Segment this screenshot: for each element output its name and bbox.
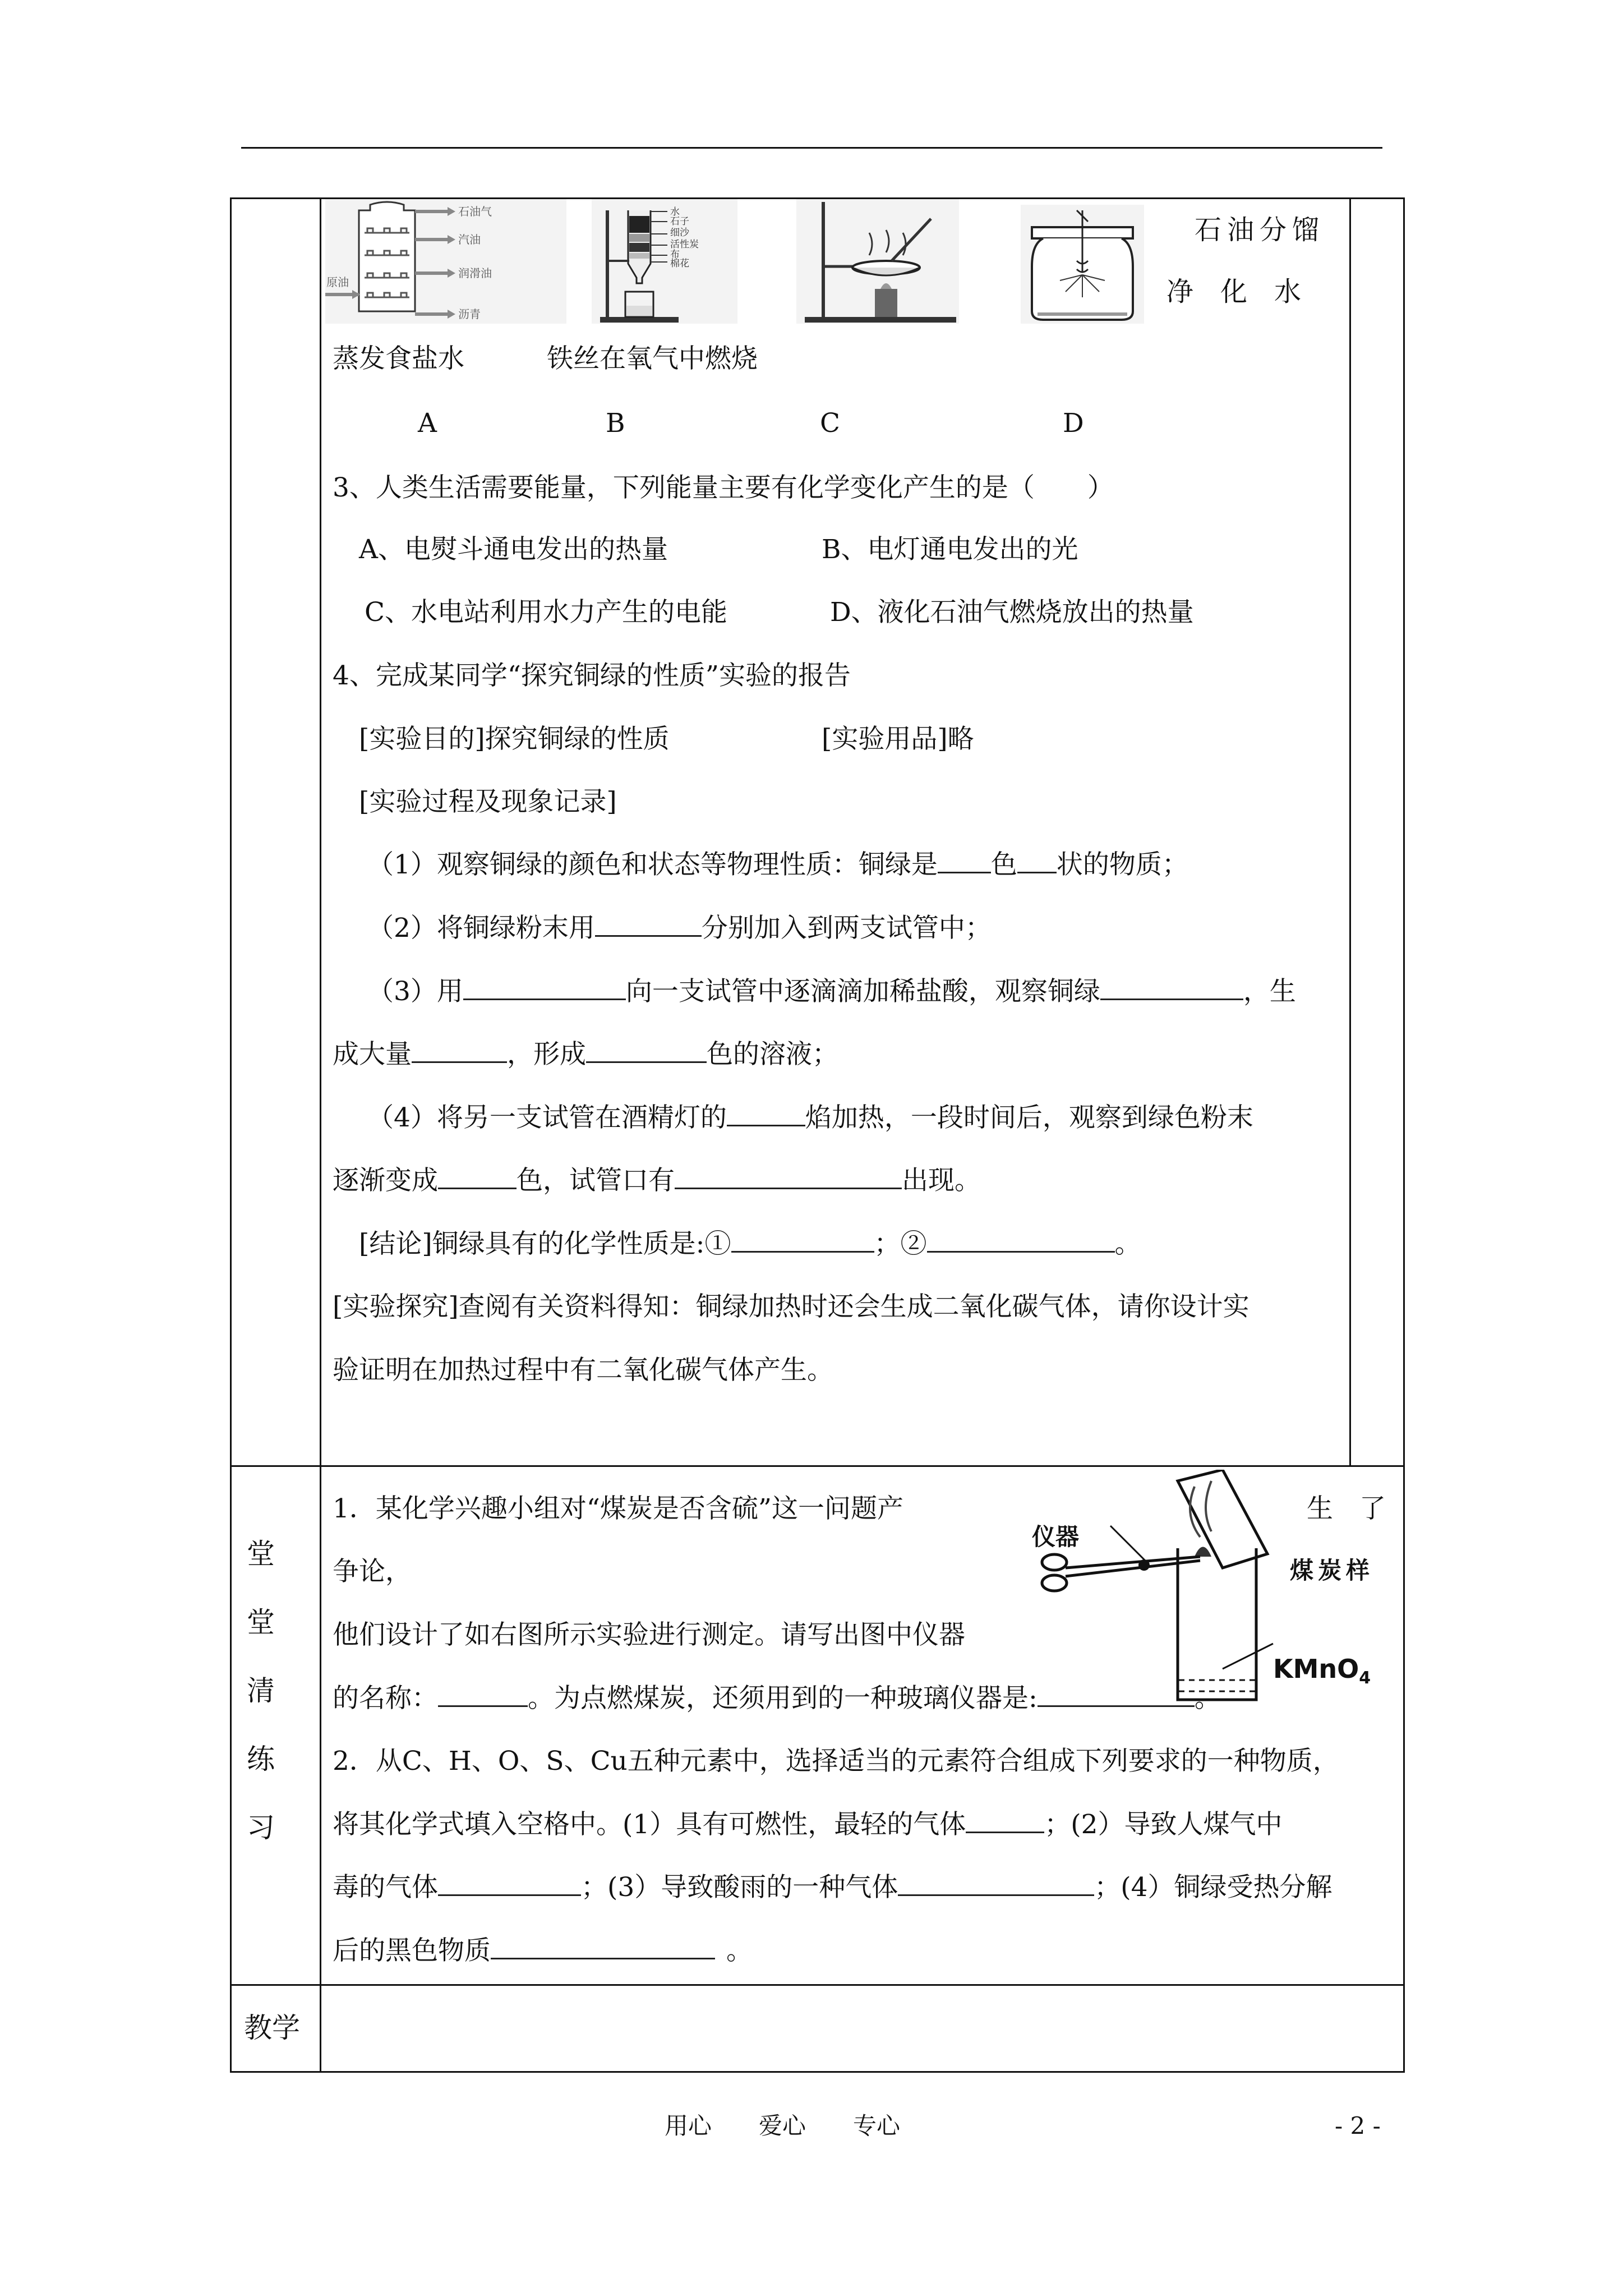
q4-step4-line1: （4）将另一支试管在酒精灯的 焰加热，一段时间后，观察到绿色粉末 [367, 1102, 1253, 1133]
q4-step2: （2）将铜绿粉末用 分别加入到两支试管中； [367, 913, 992, 944]
blank-poison-gas[interactable] [438, 1872, 581, 1896]
practice-1-line1: 1．某化学兴趣小组对“煤炭是否含硫”这一问题产 [333, 1493, 903, 1524]
practice-2-line1: 2．从C、H、O、S、Cu五种元素中，选择适当的元素符合组成下列要求的一种物质， [333, 1746, 1339, 1777]
label-evaporate-salt-water: 蒸发食盐水 [333, 343, 464, 374]
blank-conclusion-2[interactable] [927, 1228, 1115, 1253]
distillation-column-figure [325, 199, 566, 324]
q4-step4-line2: 逐渐变成 色，试管口有 出现。 [333, 1165, 981, 1196]
practice-1-line2: 争论， [333, 1556, 412, 1587]
svg-text:汽油: 汽油 [458, 233, 481, 246]
fig-label-coal-sample: 煤炭样 [1290, 1557, 1375, 1584]
q4-purpose: [实验目的]探究铜绿的性质 [359, 724, 670, 754]
iron-burning-figure [1021, 205, 1144, 324]
teaching-label: 教学 [244, 2012, 300, 2044]
practice-2-line4: 后的黑色物质 。 [333, 1935, 753, 1966]
side-label-char-4: 练 [247, 1743, 275, 1775]
blank-observation[interactable] [1100, 976, 1243, 1000]
q4-step1: （1）观察铜绿的颜色和状态等物理性质：铜绿是 色 状的物质； [367, 849, 1188, 880]
practice-1-line1-end: 生 了 [1307, 1493, 1386, 1524]
blank-lightest-gas[interactable] [966, 1809, 1044, 1833]
practice-2-line3: 毒的气体 ；(3）导致酸雨的一种气体 ；(4）铜绿受热分解 [333, 1872, 1332, 1903]
letter-d: D [1063, 408, 1084, 439]
letter-a: A [418, 408, 437, 439]
fig-label-instrument: 仪器 [1032, 1523, 1080, 1550]
practice-1-line3: 他们设计了如右图所示实验进行测定。请写出图中仪器 [333, 1619, 965, 1650]
blank-tool[interactable] [595, 913, 702, 937]
blank-flame[interactable] [727, 1102, 805, 1126]
q3-option-a: A、电熨斗通电发出的热量 [359, 534, 668, 565]
water-filter-figure [592, 199, 737, 324]
blank-final-color[interactable] [438, 1165, 517, 1189]
svg-text:水: 水 [670, 206, 680, 218]
coal-sulfur-experiment-figure [1032, 1470, 1301, 1711]
q4-explore-line2: 验证明在加热过程中有二氧化碳气体产生。 [333, 1355, 833, 1386]
side-label-char-3: 清 [247, 1674, 275, 1707]
evaporation-figure [796, 199, 959, 324]
footer-motto: 用心 爱心 专心 [665, 2112, 901, 2139]
side-label-char-1: 堂 [247, 1538, 275, 1570]
header-rule [241, 147, 1382, 149]
page-number: - 2 - [1335, 2112, 1381, 2139]
q4-step3-line1: （3）用 向一支试管中逐滴滴加稀盐酸，观察铜绿 ，生 [367, 976, 1296, 1007]
label-water-purification: 净化水 [1166, 276, 1329, 307]
q3-option-b: B、电灯通电发出的光 [822, 534, 1078, 565]
q3-option-c: C、水电站利用水力产生的电能 [365, 597, 727, 628]
label-petroleum-fractionation: 石油分馏 [1195, 214, 1325, 246]
practice-1-line4: 的名称： 。为点燃煤炭，还须用到的一种玻璃仪器是: 。 [333, 1683, 1221, 1714]
blank-solution-color[interactable] [586, 1039, 707, 1063]
svg-text:沥青: 沥青 [458, 307, 481, 321]
blank-tube-mouth[interactable] [675, 1165, 902, 1189]
svg-text:润滑油: 润滑油 [458, 266, 492, 280]
blank-black-substance[interactable] [491, 1935, 715, 1959]
svg-text:石子: 石子 [670, 216, 689, 227]
practice-2-line2: 将其化学式填入空格中。(1）具有可燃性，最轻的气体 ；(2）导致人煤气中 [333, 1809, 1283, 1840]
q4-stem: 4、完成某同学“探究铜绿的性质”实验的报告 [333, 660, 851, 691]
svg-text:细沙: 细沙 [670, 227, 689, 238]
blank-acid-rain-gas[interactable] [898, 1872, 1094, 1896]
blank-dropper[interactable] [463, 976, 626, 1000]
svg-text:原油: 原油 [326, 275, 349, 289]
blank-product[interactable] [412, 1039, 507, 1063]
letter-c: C [820, 408, 840, 439]
letter-b: B [606, 408, 625, 439]
q4-explore-line1: [实验探究]查阅有关资料得知：铜绿加热时还会生成二氧化碳气体，请你设计实 [333, 1291, 1249, 1322]
q4-supplies: [实验用品]略 [822, 724, 974, 754]
svg-text:棉花: 棉花 [670, 258, 689, 269]
side-label-char-5: 习 [247, 1811, 275, 1844]
blank-state[interactable] [1017, 849, 1057, 873]
q4-conclusion: [结论]铜绿具有的化学性质是:① ；② 。 [359, 1228, 1141, 1259]
blank-conclusion-1[interactable] [731, 1228, 874, 1253]
q4-step3-line2: 成大量 ，形成 色的溶液； [333, 1039, 838, 1070]
fig-label-kmno4: KMnO$_4$ [1273, 1654, 1371, 1688]
side-label-char-2: 堂 [247, 1606, 275, 1639]
blank-instrument-name[interactable] [438, 1683, 528, 1707]
svg-text:活性炭: 活性炭 [670, 239, 699, 250]
label-iron-burning: 铁丝在氧气中燃烧 [547, 343, 758, 374]
q3-option-d: D、液化石油气燃烧放出的热量 [830, 597, 1194, 628]
q3-stem: 3、人类生活需要能量，下列能量主要有化学变化产生的是（ ） [333, 472, 1114, 503]
blank-color[interactable] [938, 849, 991, 873]
q4-process: [实验过程及现象记录] [359, 786, 617, 817]
svg-text:布: 布 [670, 249, 680, 260]
label-still-gas: 石油气 [458, 205, 492, 218]
